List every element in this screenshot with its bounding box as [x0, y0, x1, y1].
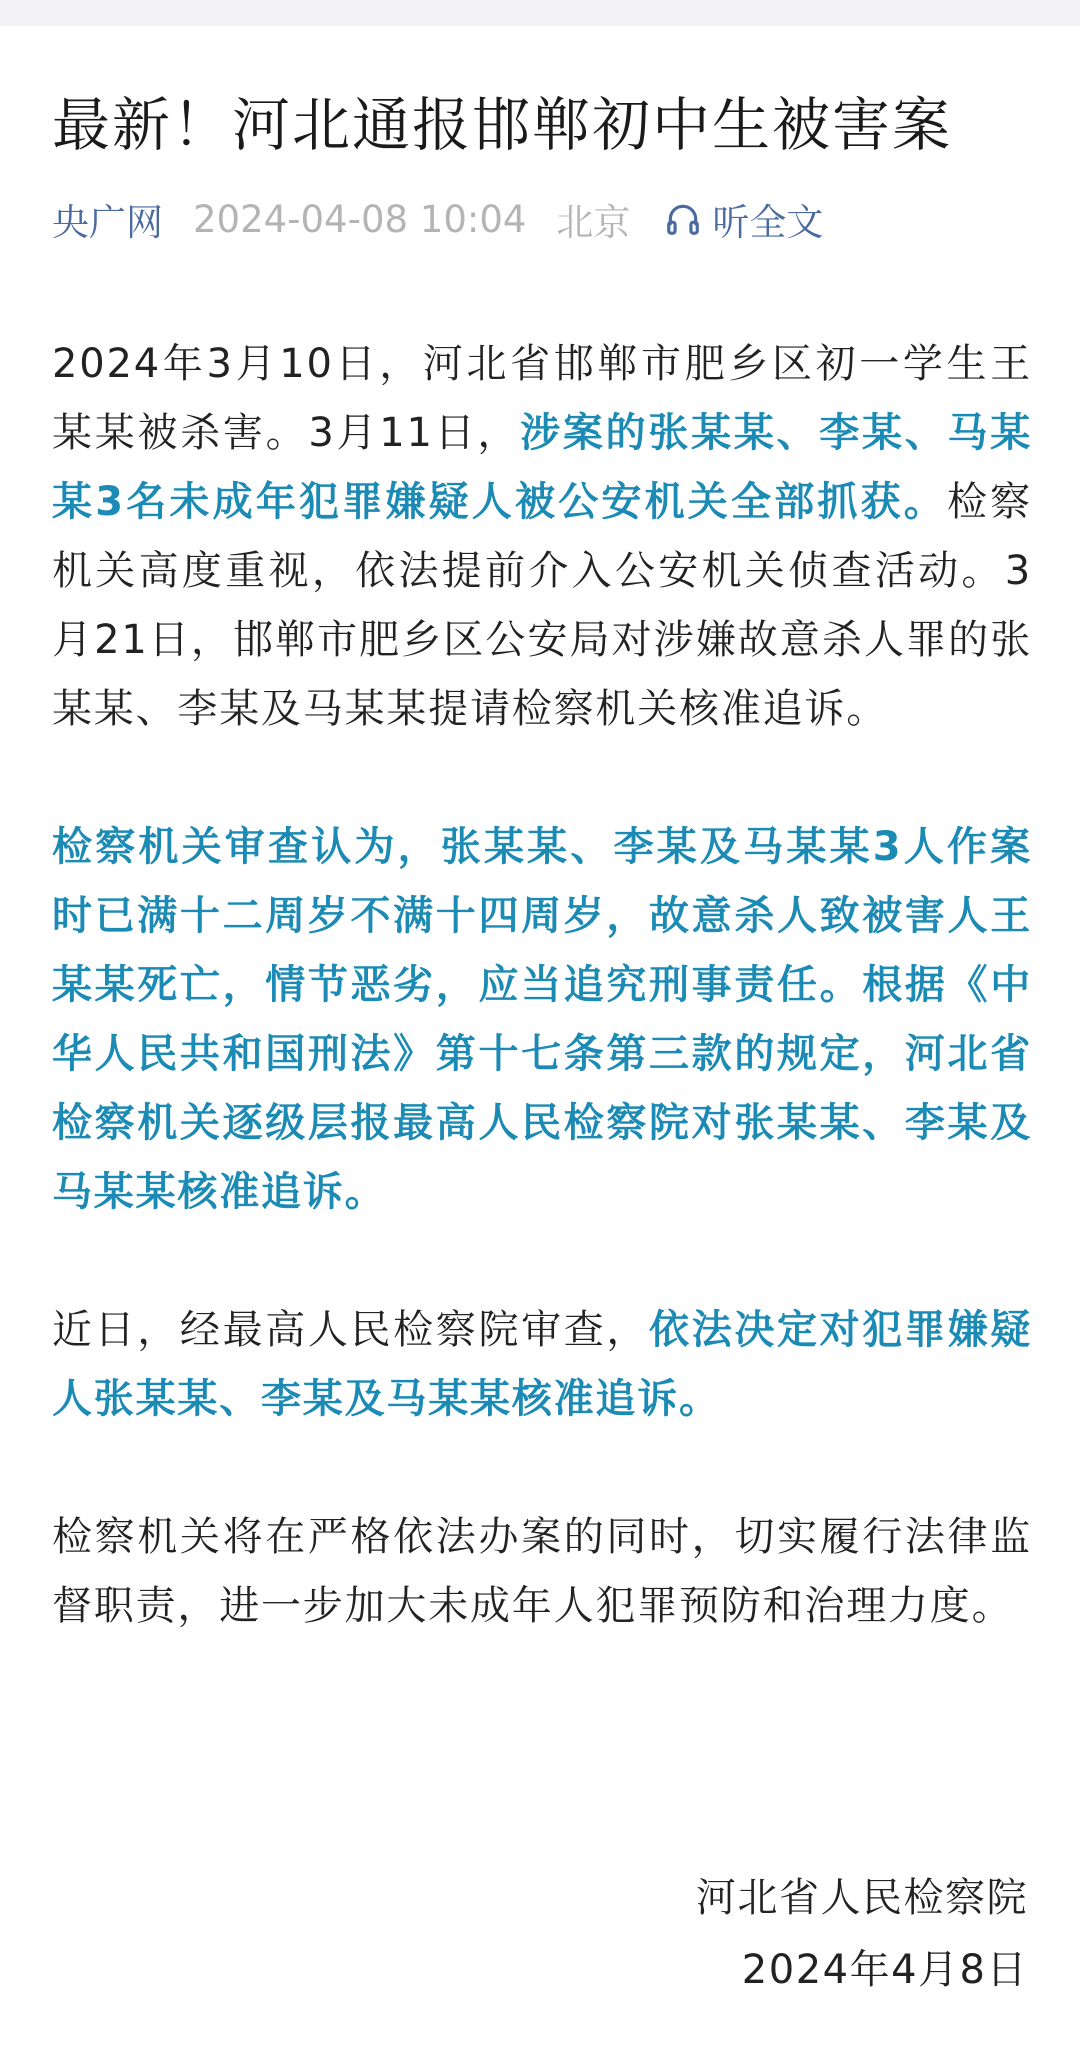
- article-body: [52, 330, 1032, 1710]
- source-link[interactable]: 央广网: [52, 201, 163, 244]
- publish-location: 北京: [556, 201, 631, 244]
- paragraph-3: [52, 1296, 1032, 1434]
- paragraph-4-text: 检察机关将在严格依法办案的同时，切实履行法律监督职责，进一步加大未成年人犯罪预防和治理力度。: [52, 1514, 1032, 1629]
- paragraph-2: [52, 813, 1032, 1227]
- paragraph-2-highlight: 检察机关审查认为，张某某、李某及马某某3人作案时已满十二周岁不满十四周岁，故意杀人致被害人王某某死亡，情节恶劣，应当追究刑事责任。根据《中华人民共和国刑法》第十七条第三款的规定，河北省检察机关逐级层报最高人民检察院对张某某、李某及马某某核准追诉。: [52, 824, 1032, 1215]
- signature-date: 2024年4月8日: [741, 1947, 1028, 1993]
- paragraph-1-highlight: 涉案的张某某、李某、马某某3名未成年犯罪嫌疑人被公安机关全部抓获。: [52, 410, 1032, 525]
- paragraph-3-highlight: 依法决定对犯罪嫌疑人张某某、李某及马某某核准追诉。: [52, 1307, 1033, 1422]
- paragraph-1-text-1: 2024年3月10日，河北省邯郸市肥乡区初一学生王某某被杀害。3月11日，: [52, 341, 1032, 456]
- paragraph-1-text-2: 检察机关高度重视，依法提前介入公安机关侦查活动。3月21日，邯郸市肥乡区公安局对涉嫌故意杀人罪的张某某、李某及马某某提请检察机关核准追诉。: [52, 479, 1032, 732]
- signature-block: [696, 1862, 1028, 2006]
- article-title: 最新！河北通报邯郸初中生被害案: [52, 91, 953, 159]
- paragraph-4: [52, 1503, 1032, 1641]
- listen-button[interactable]: [664, 192, 823, 246]
- paragraph-1: [52, 330, 1032, 744]
- publish-time: 2024-04-08 10:04: [193, 197, 527, 241]
- headphones-icon: [664, 200, 702, 238]
- article-meta: [52, 192, 823, 246]
- listen-label: 听全文: [712, 201, 824, 244]
- top-divider: [0, 0, 1080, 26]
- paragraph-3-text: 近日，经最高人民检察院审查，: [52, 1307, 650, 1353]
- signature-org: 河北省人民检察院: [696, 1875, 1028, 1921]
